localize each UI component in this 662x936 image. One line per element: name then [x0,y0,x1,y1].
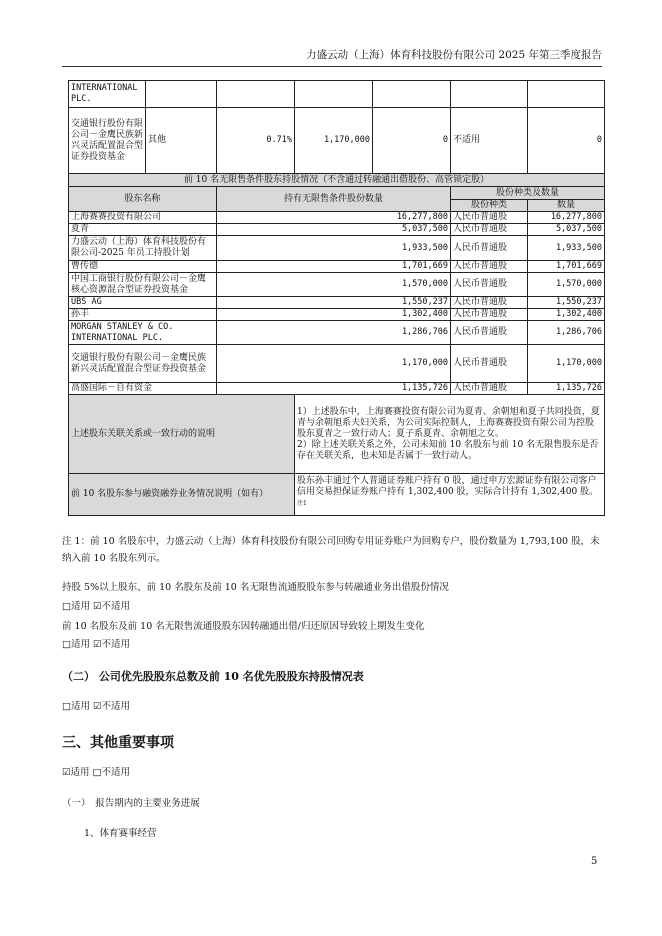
share-count: 1,135,726 [528,383,605,395]
holder-qty: 16,277,800 [217,212,451,224]
margin-footnote-ref: 注1 [297,500,307,507]
share-count: 1,286,706 [528,321,605,345]
holder-name: INTERNATIONAL PLC. [69,81,146,108]
share-count: 1,570,000 [528,273,605,297]
share-kind: 人民币普通股 [451,273,528,297]
section-choice: ☑适用 □不适用 [62,767,131,778]
share-count: 5,037,500 [528,224,605,236]
table-row [69,224,605,236]
margin-label: 前 10 名股东参与融资融券业务情况说明（如有） [69,474,295,516]
preferred-section-title: （二） 公司优先股股东总数及前 10 名优先股股东持股情况表 [62,670,364,683]
holder-qty: 5,037,500 [217,224,451,236]
holder-qty: 1,135,726 [217,383,451,395]
page-number: 5 [591,856,598,867]
holder-name: UBS AG [69,297,217,309]
holder-shares [295,81,373,108]
table-row [69,108,605,174]
share-kind: 人民币普通股 [451,224,528,236]
subsection-title: （一） 报告期内的主要业务进展 [62,798,200,809]
share-count: 1,701,669 [528,261,605,273]
holder-qty: 1,170,000 [217,345,451,383]
holder-status: 不适用 [451,108,528,174]
holder-amount: 0 [528,108,605,174]
unrestricted-title: 前 10 名无限售条件股东持股情况（不含通过转融通出借股份、高管锁定股） [69,174,605,187]
holder-name: 中国工商银行股份有限公司－金鹰核心资源混合型证券投资基金 [69,273,217,297]
col-qty-header: 持有无限售条件股份数量 [217,187,451,212]
holder-pledge [373,81,451,108]
shareholder-table [68,80,605,516]
margin-text-body: 股东孙丰通过个人普通证券账户持有 0 股，通过申万宏源证券有限公司客户信用交易担保证券账户持有 1,302,400 股，实际合计持有 1,302,400 股。 [297,476,599,497]
table-row [69,309,605,321]
relation-text-1: 1）上述股东中，上海赛赛投资有限公司为夏青、余朝旭和夏子共同投资，夏青与余朝旭系夫妇关系，为公司实际控制人，上海赛赛投资有限公司为控股股东夏青之一致行动人；夏子系夏青、余朝旭之女。 [297,406,600,439]
holder-pct: 0.71% [217,108,295,174]
share-kind: 人民币普通股 [451,212,528,224]
holder-name: 曹传德 [69,261,217,273]
change-line: 前 10 名股东及前 10 名无限售流通股股东因转融通出借/归还原因导致较上期发生变化 [62,621,425,632]
holder-qty: 1,302,400 [217,309,451,321]
holder-name: 力盛云动（上海）体育科技股份有限公司-2025 年员工持股计划 [69,236,217,261]
table-row [69,81,605,108]
holder-type: 其他 [146,108,217,174]
holder-name: MORGAN STANLEY & CO. INTERNATIONAL PLC. [69,321,217,345]
share-kind: 人民币普通股 [451,297,528,309]
share-kind: 人民币普通股 [451,236,528,261]
margin-text [295,474,605,516]
relation-text-2: 2）除上述关联关系之外，公司未知前 10 名股东与前 10 名无限售股东是否存在关联关系，也未知是否属于一致行动人。 [297,439,599,461]
table-row [69,321,605,345]
share-kind: 人民币普通股 [451,345,528,383]
holder-name: 孙丰 [69,309,217,321]
table-row [69,345,605,383]
lending-choice: □适用 ☑不适用 [62,601,131,612]
holder-name: 交通银行股份有限公司－金鹰民族新兴灵活配置混合型证券投资基金 [69,108,146,174]
holder-amount [528,81,605,108]
header-divider [62,66,602,67]
holder-status [451,81,528,108]
page-header: 力盛云动（上海）体育科技股份有限公司 2025 年第三季度报告 [306,49,602,61]
holder-qty: 1,933,500 [217,236,451,261]
change-choice: □适用 ☑不适用 [62,639,131,650]
holder-name: 上海赛赛投资有限公司 [69,212,217,224]
table-row [69,236,605,261]
holder-shares: 1,170,000 [295,108,373,174]
col-kind-group-header: 股份种类及数量 [451,187,605,200]
relation-label: 上述股东关联关系或一致行动的说明 [69,395,295,474]
share-kind: 人民币普通股 [451,309,528,321]
holder-name: 交通银行股份有限公司－金鹰民族新兴灵活配置混合型证券投资基金 [69,345,217,383]
share-kind: 人民币普通股 [451,261,528,273]
share-count: 16,277,800 [528,212,605,224]
share-kind: 人民币普通股 [451,321,528,345]
share-count: 1,550,237 [528,297,605,309]
holder-name: 高盛国际－自有资金 [69,383,217,395]
col-name-header: 股东名称 [69,187,217,212]
table-row [69,212,605,224]
share-count: 1,170,000 [528,345,605,383]
table-row [69,261,605,273]
share-kind: 人民币普通股 [451,383,528,395]
holder-qty: 1,570,000 [217,273,451,297]
section-title: 三、其他重要事项 [62,735,174,751]
holder-qty: 1,701,669 [217,261,451,273]
holder-pct [217,81,295,108]
holder-name: 夏青 [69,224,217,236]
holder-qty: 1,286,706 [217,321,451,345]
col-count-header: 数量 [528,200,605,212]
col-kind-header: 股份种类 [451,200,528,212]
lending-line: 持股 5%以上股东、前 10 名股东及前 10 名无限售流通股股东参与转融通业务出借股份情况 [62,582,449,593]
relation-text [295,395,605,474]
holder-pledge: 0 [373,108,451,174]
table-row [69,297,605,309]
table-row [69,383,605,395]
holder-type [146,81,217,108]
table-row [69,273,605,297]
holder-qty: 1,550,237 [217,297,451,309]
share-count: 1,933,500 [528,236,605,261]
share-count: 1,302,400 [528,309,605,321]
item-title: 1、体育赛事经营 [84,828,157,839]
preferred-choice: □适用 ☑不适用 [62,701,131,712]
footnote: 注 1：前 10 名股东中，力盛云动（上海）体育科技股份有限公司回购专用证券账户为回购专户，股份数量为 1,793,100 股，未纳入前 10 名股东列示。 [62,536,600,564]
